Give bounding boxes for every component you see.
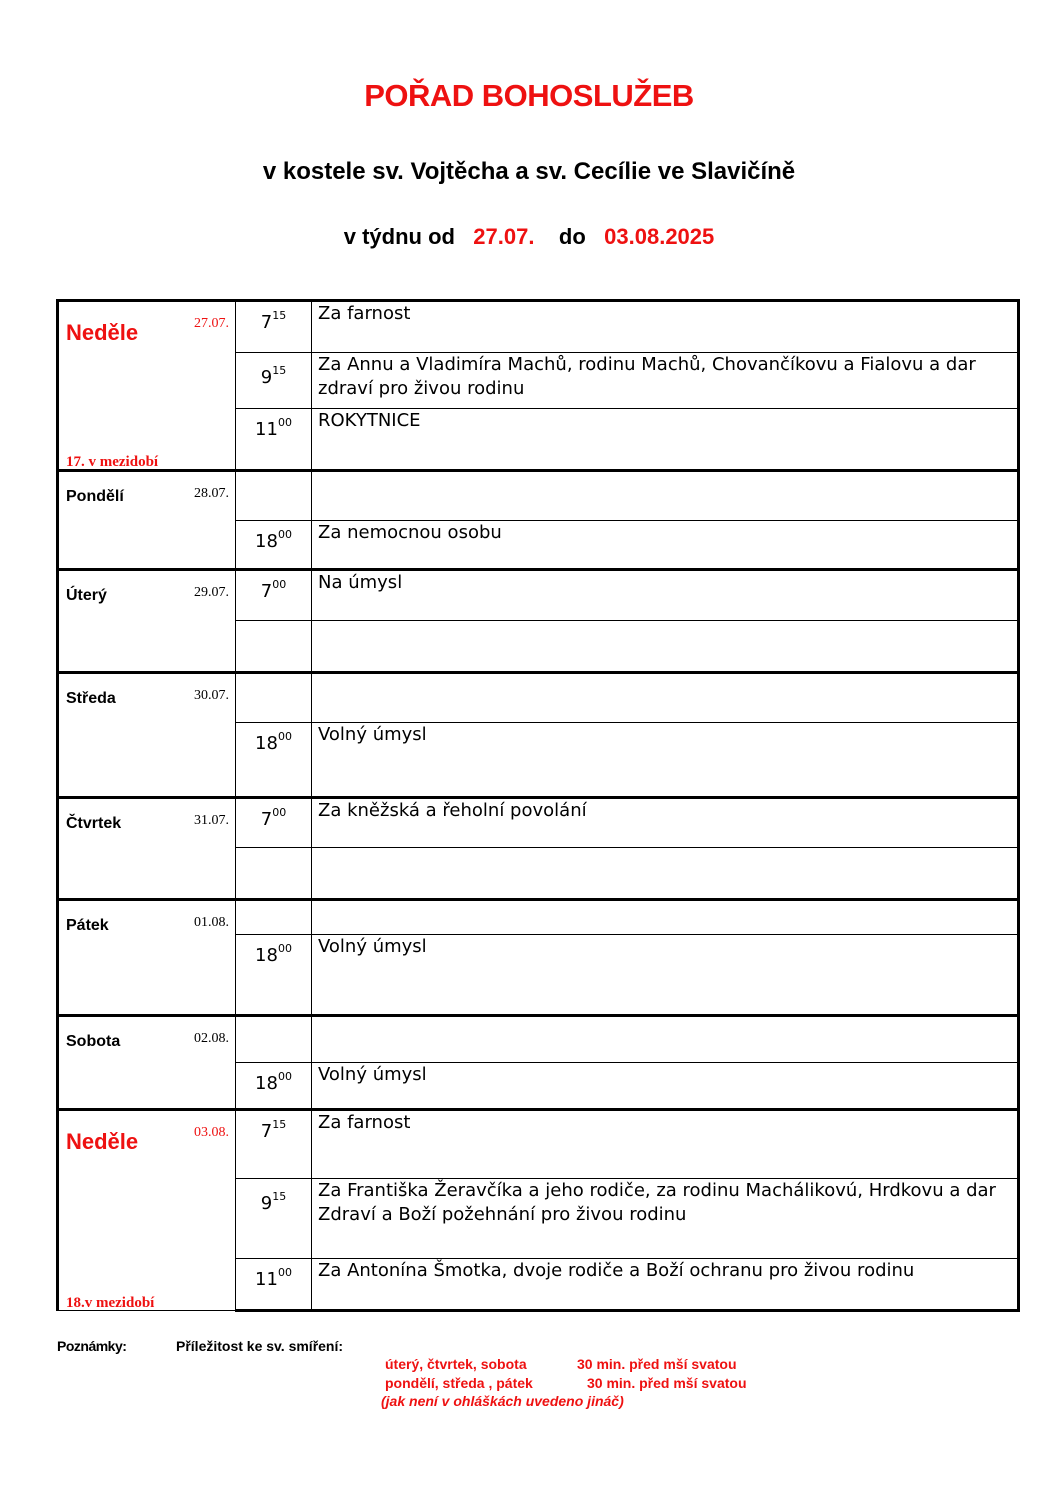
day-name: Úterý bbox=[66, 587, 107, 604]
day-name: Pondělí bbox=[66, 488, 124, 505]
confession-time-1: 30 min. před mší svatou bbox=[577, 1356, 737, 1372]
mass-intention: Za Antonína Šmotka, dvoje rodiče a Boží ochranu pro živou rodinu bbox=[312, 1259, 1019, 1311]
day-name: Neděle bbox=[66, 1129, 139, 1154]
day-date: 03.08. bbox=[194, 1125, 229, 1140]
schedule-row bbox=[58, 570, 1019, 621]
time-minutes: 00 bbox=[277, 1266, 292, 1279]
mass-time bbox=[236, 621, 312, 673]
schedule-row bbox=[58, 673, 1019, 723]
mass-intention: Za farnost bbox=[312, 301, 1019, 353]
day-cell bbox=[58, 1016, 236, 1110]
mass-intention: Volný úmysl bbox=[312, 935, 1019, 1016]
notes-label: Poznámky: bbox=[57, 1338, 127, 1354]
time-hour: 7 bbox=[260, 809, 273, 830]
time-hour: 9 bbox=[260, 367, 273, 388]
mass-intention: Za Františka Žeravčíka a jeho rodiče, za rodinu Machálikovú, Hrdkovu a dar Zdraví a Boží požehnání pro živou rodinu bbox=[312, 1179, 1019, 1259]
schedule-row bbox=[58, 1110, 1019, 1179]
mass-intention: Za Annu a Vladimíra Machů, rodinu Machů, Chovančíkovu a Fialovu a dar zdraví pro živou rodinu bbox=[312, 353, 1019, 409]
mass-time bbox=[236, 570, 312, 621]
mass-time bbox=[236, 409, 312, 471]
mass-intention bbox=[312, 848, 1019, 900]
week-to-label: do bbox=[558, 224, 586, 249]
mass-time bbox=[236, 673, 312, 723]
time-hour: 9 bbox=[260, 1193, 273, 1214]
day-cell bbox=[58, 900, 236, 1016]
day-name: Pátek bbox=[66, 917, 109, 934]
time-minutes: 00 bbox=[277, 1070, 292, 1083]
liturgical-sunday: 17. v mezidobí bbox=[66, 454, 159, 470]
week-prefix: v týdnu od bbox=[343, 224, 455, 249]
week-to: 03.08.2025 bbox=[604, 224, 715, 249]
mass-time bbox=[236, 900, 312, 935]
mass-time bbox=[236, 301, 312, 353]
church-subtitle: v kostele sv. Vojtěcha a sv. Cecílie ve Slavičíně bbox=[262, 158, 796, 185]
day-cell bbox=[58, 301, 236, 471]
day-date: 28.07. bbox=[194, 486, 229, 501]
time-hour: 18 bbox=[255, 1073, 278, 1094]
time-minutes: 00 bbox=[277, 942, 292, 955]
mass-time bbox=[236, 1179, 312, 1259]
time-minutes: 15 bbox=[272, 1190, 287, 1203]
time-hour: 11 bbox=[255, 419, 278, 440]
mass-intention: ROKYTNICE bbox=[312, 409, 1019, 471]
mass-time bbox=[236, 353, 312, 409]
week-from: 27.07. bbox=[473, 224, 535, 249]
schedule-table bbox=[56, 299, 1020, 1312]
schedule-row bbox=[58, 1016, 1019, 1063]
mass-time bbox=[236, 1016, 312, 1063]
mass-intention: Volný úmysl bbox=[312, 1063, 1019, 1110]
time-hour: 7 bbox=[260, 1121, 273, 1142]
day-name: Neděle bbox=[66, 320, 139, 345]
day-cell bbox=[58, 471, 236, 570]
confession-days-2: pondělí, středa , pátek bbox=[385, 1375, 533, 1391]
mass-intention: Za farnost bbox=[312, 1110, 1019, 1179]
mass-intention bbox=[312, 621, 1019, 673]
day-name: Středa bbox=[66, 690, 116, 707]
mass-intention: Za nemocnou osobu bbox=[312, 521, 1019, 570]
mass-time bbox=[236, 935, 312, 1016]
time-minutes: 00 bbox=[272, 806, 287, 819]
day-date: 29.07. bbox=[194, 585, 229, 600]
mass-time bbox=[236, 1110, 312, 1179]
day-date: 02.08. bbox=[194, 1031, 229, 1046]
schedule-row bbox=[58, 798, 1019, 848]
mass-intention: Za kněžská a řeholní povolání bbox=[312, 798, 1019, 848]
day-cell bbox=[58, 1110, 236, 1311]
mass-time bbox=[236, 471, 312, 521]
liturgical-sunday: 18.v mezidobí bbox=[66, 1295, 155, 1311]
time-hour: 18 bbox=[255, 733, 278, 754]
mass-time bbox=[236, 1259, 312, 1311]
time-hour: 7 bbox=[260, 581, 273, 602]
time-hour: 18 bbox=[255, 945, 278, 966]
mass-time bbox=[236, 798, 312, 848]
day-cell bbox=[58, 570, 236, 673]
mass-intention bbox=[312, 900, 1019, 935]
day-date: 30.07. bbox=[194, 688, 229, 703]
day-date: 31.07. bbox=[194, 813, 229, 828]
time-minutes: 00 bbox=[277, 528, 292, 541]
time-minutes: 15 bbox=[272, 1118, 287, 1131]
day-date: 27.07. bbox=[194, 316, 229, 331]
mass-time bbox=[236, 723, 312, 798]
mass-intention: Na úmysl bbox=[312, 570, 1019, 621]
time-minutes: 15 bbox=[272, 309, 287, 322]
day-cell bbox=[58, 798, 236, 900]
schedule-row bbox=[58, 301, 1019, 353]
time-hour: 18 bbox=[255, 531, 278, 552]
time-hour: 7 bbox=[260, 312, 273, 333]
day-cell bbox=[58, 673, 236, 798]
confession-time-2: 30 min. před mší svatou bbox=[587, 1375, 747, 1391]
day-date: 01.08. bbox=[194, 915, 229, 930]
schedule-row bbox=[58, 900, 1019, 935]
schedule-row bbox=[58, 471, 1019, 521]
time-minutes: 00 bbox=[272, 578, 287, 591]
time-minutes: 15 bbox=[272, 364, 287, 377]
confession-heading: Příležitost ke sv. smíření: bbox=[176, 1338, 344, 1354]
mass-time bbox=[236, 1063, 312, 1110]
day-name: Čtvrtek bbox=[66, 815, 122, 832]
mass-intention bbox=[312, 673, 1019, 723]
mass-time bbox=[236, 848, 312, 900]
mass-intention bbox=[312, 1016, 1019, 1063]
time-minutes: 00 bbox=[277, 416, 292, 429]
mass-time bbox=[236, 521, 312, 570]
page-title: POŘAD BOHOSLUŽEB bbox=[364, 78, 694, 113]
confession-note: (jak není v ohláškách uvedeno jináč) bbox=[381, 1393, 624, 1409]
day-name: Sobota bbox=[66, 1033, 121, 1050]
mass-intention: Volný úmysl bbox=[312, 723, 1019, 798]
time-minutes: 00 bbox=[277, 730, 292, 743]
week-range bbox=[0, 224, 1058, 250]
mass-intention bbox=[312, 471, 1019, 521]
time-hour: 11 bbox=[255, 1269, 278, 1290]
confession-days-1: úterý, čtvrtek, sobota bbox=[385, 1356, 527, 1372]
